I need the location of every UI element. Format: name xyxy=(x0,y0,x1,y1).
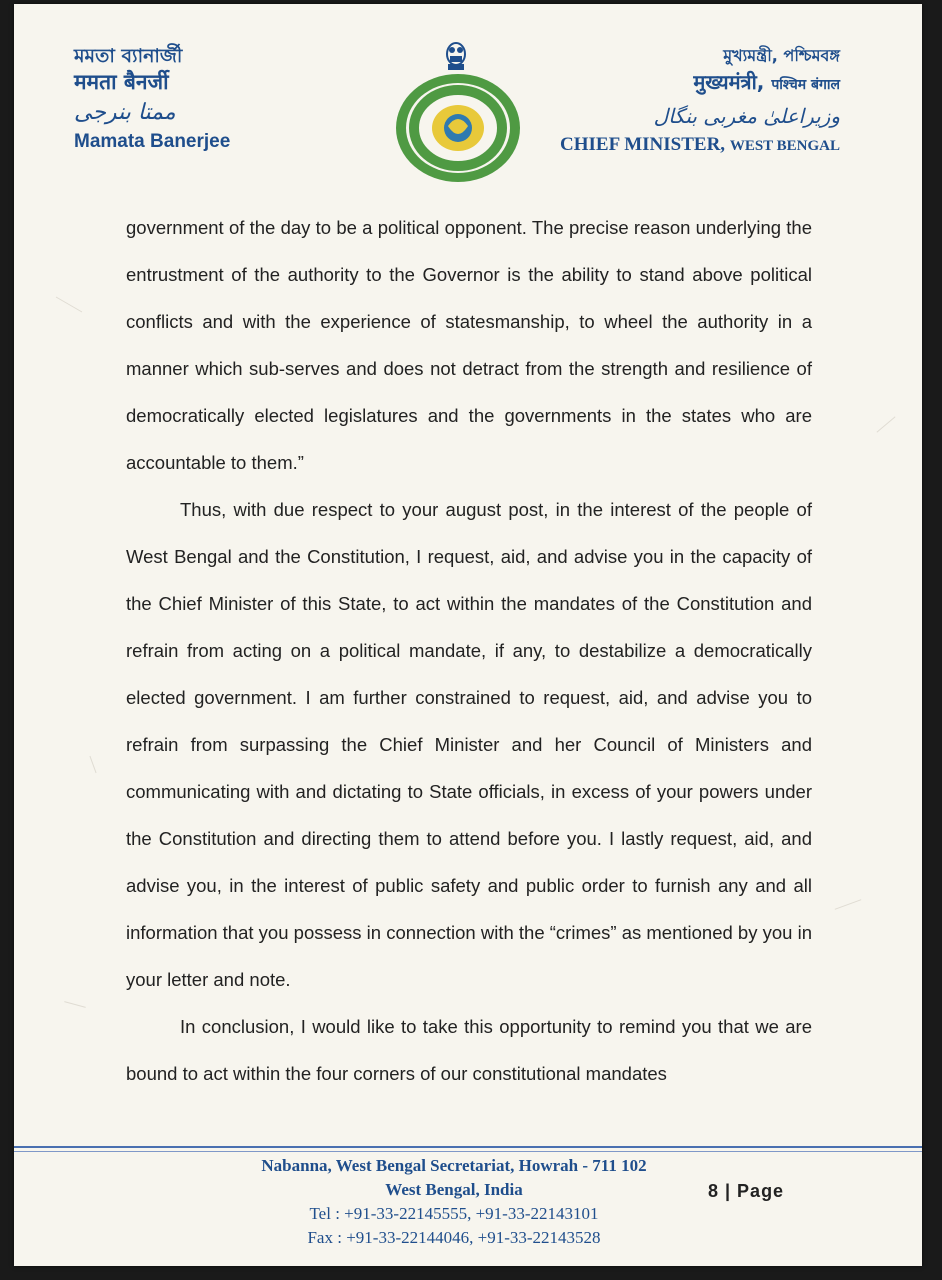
sender-name-english: Mamata Banerjee xyxy=(74,131,231,152)
national-emblem-icon xyxy=(436,34,476,74)
footer-divider xyxy=(14,1146,922,1148)
sender-name-block xyxy=(74,44,230,154)
sender-name-urdu: ممتا بنرجی xyxy=(74,100,176,125)
designation-hindi-title: मुख्यमंत्री xyxy=(693,70,757,94)
designation-bengali: মুখ্যমন্ত্রী, পশ্চিমবঙ্গ xyxy=(723,46,840,65)
footer-address-line1: Nabanna, West Bengal Secretariat, Howrah - 711 102 xyxy=(261,1156,647,1175)
footer-address-line2: West Bengal, India xyxy=(385,1180,523,1199)
designation-english xyxy=(560,133,840,158)
body-paragraph-1: government of the day to be a political opponent. The precise reason underlying the entrustment of the authority to the Governor is the ability to stand above political conflicts and with the experience of statesmanship, to wheel the authority in a manner which sub-serves and does not detract from the strength and resilience of democratically elected legislatures and the governments in the states who are accountable to them.” xyxy=(126,217,812,473)
designation-english-title: CHIEF MINISTER, xyxy=(560,134,726,155)
body-paragraph-2: Thus, with due respect to your august post, in the interest of the people of West Bengal and the Constitution, I request, aid, and advise you in the capacity of the Chief Minister of this State, to act within the mandates of the Constitution and refrain from acting on a political mandate, if any, to destabilize a democratically elected government. I am further constrained to request, aid, and advise you to refrain from surpassing the Chief Minister and her Council of Ministers and communicating with and dictating to State officials, in excess of your powers under the Constitution and directing them to attend before you. I lastly request, aid, and advise you, in the interest of public safety and public order to furnish any and all information that you possess in connection with the “crimes” as mentioned by you in your letter and note. xyxy=(126,499,812,990)
west-bengal-seal-icon xyxy=(394,72,522,184)
designation-urdu: وزیراعلیٰ مغربی بنگال xyxy=(653,104,840,128)
body-paragraph-3: In conclusion, I would like to take this opportunity to remind you that we are bound to act within the four corners of our constitutional mandates xyxy=(126,1016,812,1084)
designation-block xyxy=(560,44,840,158)
page-number: 8 | Page xyxy=(708,1181,785,1201)
designation-hindi-state: पश्चिम बंगाल xyxy=(771,77,840,93)
sender-name-hindi: ममता बैनर्जी xyxy=(74,70,169,94)
footer-address xyxy=(214,1154,694,1250)
sender-name-bengali: মমতা ব্যানার্জী xyxy=(74,45,183,67)
letter-page xyxy=(14,4,922,1266)
footer-fax: Fax : +91-33-22144046, +91-33-22143528 xyxy=(307,1228,601,1247)
designation-english-state: WEST BENGAL xyxy=(729,138,840,154)
footer-telephone: Tel : +91-33-22145555, +91-33-22143101 xyxy=(309,1204,599,1223)
letter-body xyxy=(126,204,812,1097)
designation-hindi: मुख्यमंत्री, पश्चिम बंगाल xyxy=(693,70,840,94)
footer-divider-thin xyxy=(14,1151,922,1152)
